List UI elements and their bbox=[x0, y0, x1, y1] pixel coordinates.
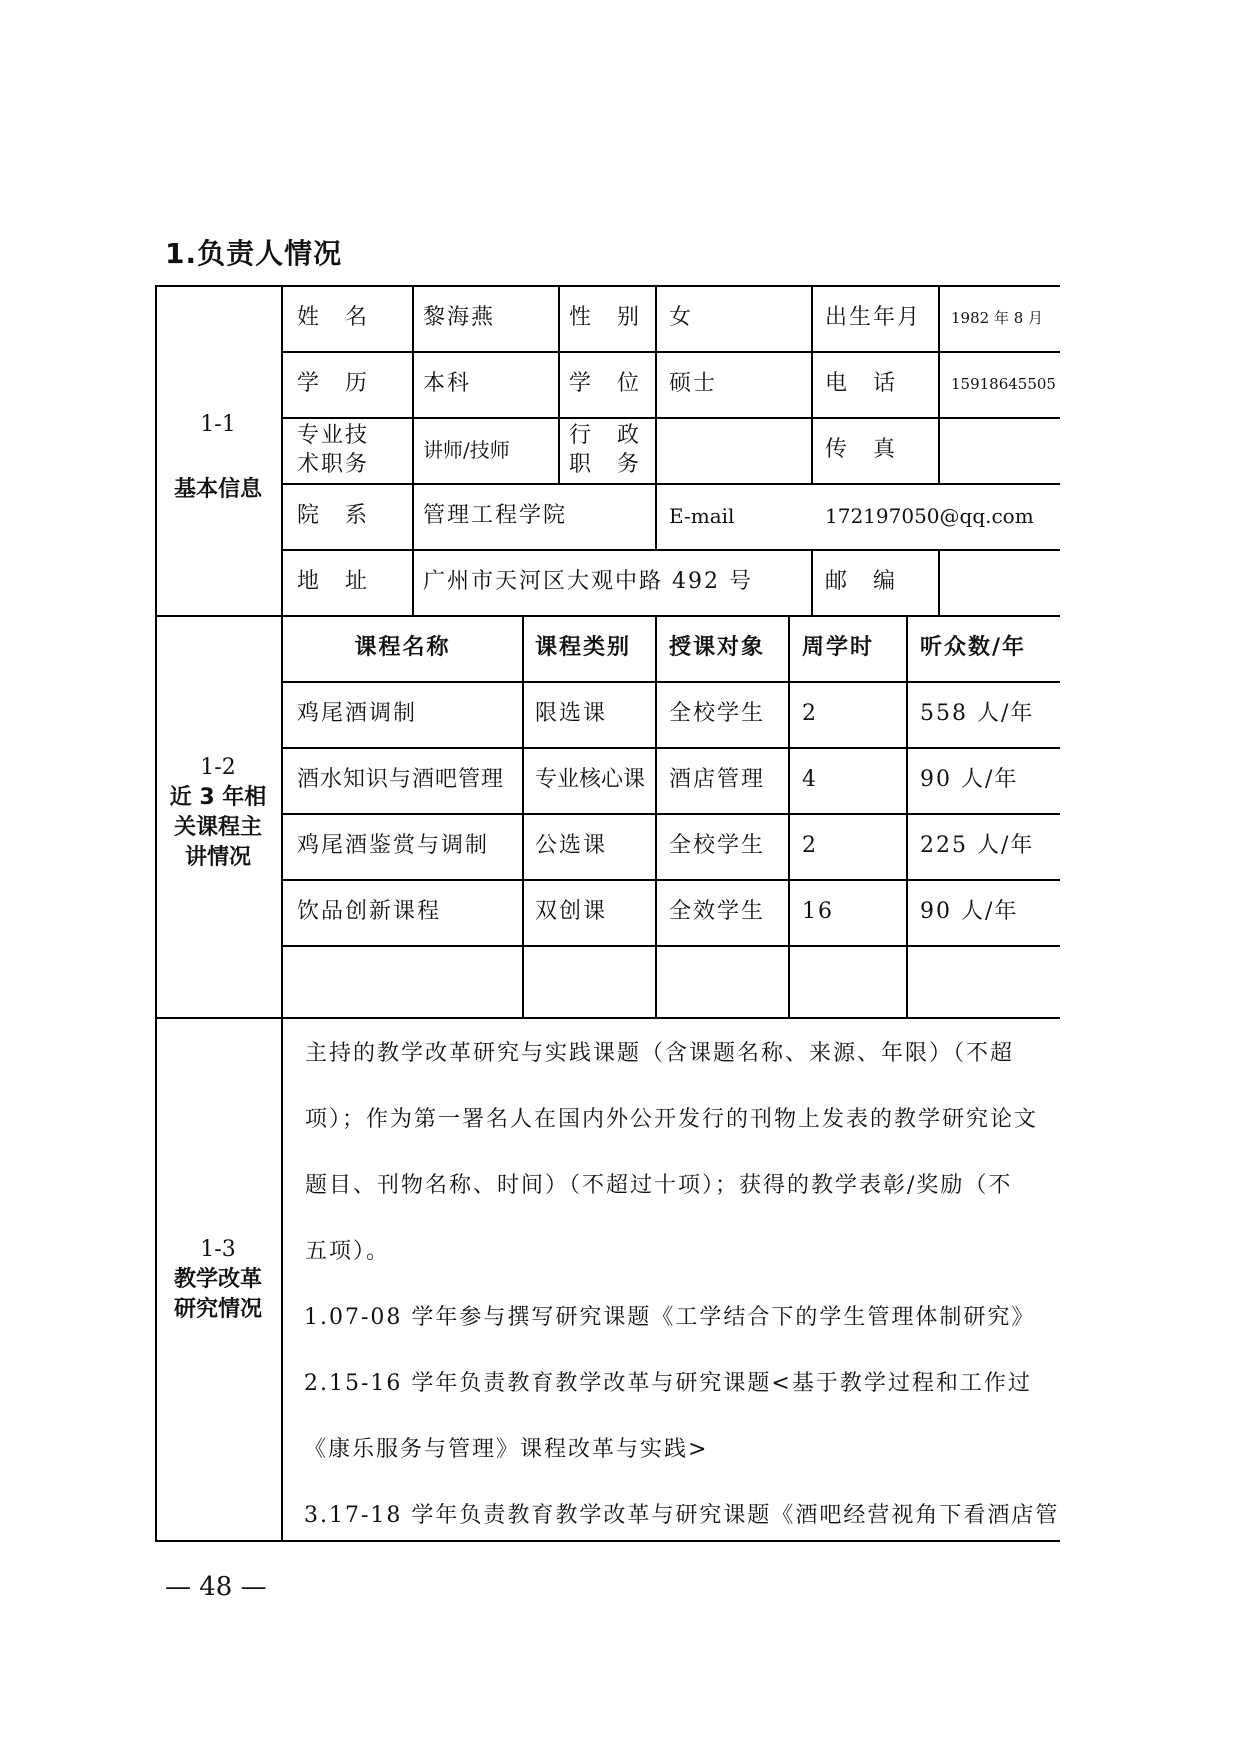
edu-label: 学 历 bbox=[297, 371, 370, 396]
col-divider bbox=[938, 285, 940, 483]
table-border-top bbox=[155, 285, 1060, 287]
zip-label: 邮 编 bbox=[825, 569, 898, 594]
gender-value: 女 bbox=[669, 305, 694, 330]
page-number: — 48 — bbox=[165, 1572, 267, 1602]
header-course-name: 课程名称 bbox=[354, 635, 451, 660]
col-divider bbox=[938, 549, 940, 615]
email-label: E-mail bbox=[669, 504, 735, 528]
section-name-line: 关课程主 bbox=[173, 815, 262, 840]
section-name-line: 教学改革 bbox=[173, 1267, 262, 1292]
table-row-4-hours: 16 bbox=[802, 899, 834, 924]
col-divider bbox=[788, 615, 790, 1017]
row-divider bbox=[283, 945, 1060, 947]
col-divider bbox=[655, 285, 657, 549]
col-divider bbox=[811, 285, 813, 483]
table-row-2-listeners: 90 人/年 bbox=[920, 767, 1019, 792]
row-divider bbox=[283, 549, 1060, 551]
name-value: 黎海燕 bbox=[423, 305, 496, 330]
table-row-1-listeners: 558 人/年 bbox=[920, 701, 1035, 726]
edu-value: 本科 bbox=[423, 371, 472, 396]
gender-label: 性 别 bbox=[569, 305, 642, 330]
table-row-3-audience: 全校学生 bbox=[669, 833, 766, 858]
table-row-1-hours: 2 bbox=[802, 701, 818, 726]
title-value: 讲师/技师 bbox=[423, 438, 510, 462]
table-row-3-listeners: 225 人/年 bbox=[920, 833, 1035, 858]
addr-value: 广州市天河区大观中路 492 号 bbox=[423, 569, 753, 594]
birth-label: 出生年月 bbox=[825, 305, 922, 330]
admin-label-line2: 职 务 bbox=[569, 452, 642, 477]
table-row-2-hours: 4 bbox=[802, 767, 818, 792]
section-title: 1.负责人情况 bbox=[165, 237, 343, 270]
section-label-courses bbox=[155, 753, 281, 873]
reform-line: 主持的教学改革研究与实践课题（含课题名称、来源、年限）（不超 bbox=[305, 1041, 1015, 1066]
col-divider bbox=[655, 615, 657, 1017]
table-row-4-type: 双创课 bbox=[535, 899, 608, 924]
row-divider bbox=[283, 879, 1060, 881]
birth-value: 1982 年 8 月 bbox=[951, 309, 1044, 327]
reform-line: 五项）。 bbox=[305, 1239, 391, 1264]
row-divider bbox=[283, 483, 1060, 485]
header-course-type: 课程类别 bbox=[535, 635, 632, 660]
header-listeners: 听众数/年 bbox=[920, 635, 1027, 660]
table-row-4-listeners: 90 人/年 bbox=[920, 899, 1019, 924]
reform-item-continued: 《康乐服务与管理》课程改革与实践> bbox=[304, 1437, 709, 1462]
section-name-line: 近 3 年相 bbox=[169, 785, 267, 810]
section-label-divider bbox=[281, 285, 283, 1542]
dept-value: 管理工程学院 bbox=[423, 503, 568, 528]
reform-item: 3.17-18 学年负责教育教学改革与研究课题《酒吧经营视角下看酒店管 bbox=[304, 1503, 1060, 1528]
section-divider bbox=[155, 615, 1060, 617]
admin-label-line1: 行 政 bbox=[569, 423, 642, 448]
table-row-2-course: 酒水知识与酒吧管理 bbox=[297, 767, 505, 792]
row-divider bbox=[283, 747, 1060, 749]
reform-line: 项）；作为第一署名人在国内外公开发行的刊物上发表的教学研究论文 bbox=[305, 1107, 1039, 1132]
table-row-2-audience: 酒店管理 bbox=[669, 767, 766, 792]
col-divider bbox=[412, 285, 414, 615]
section-name: 基本信息 bbox=[173, 477, 262, 502]
reform-line: 题目、刊物名称、时间）（不超过十项）；获得的教学表彰/奖励（不 bbox=[305, 1173, 1013, 1198]
leader-info-table bbox=[155, 285, 1060, 1542]
name-label: 姓 名 bbox=[297, 305, 370, 330]
header-weekly-hours: 周学时 bbox=[802, 635, 875, 660]
dept-label: 院 系 bbox=[297, 503, 370, 528]
table-row-3-hours: 2 bbox=[802, 833, 818, 858]
table-row-3-course: 鸡尾酒鉴赏与调制 bbox=[297, 833, 490, 858]
col-divider bbox=[558, 285, 560, 483]
section-code: 1-2 bbox=[200, 755, 236, 780]
table-row-4-audience: 全效学生 bbox=[669, 899, 766, 924]
section-divider bbox=[155, 1017, 1060, 1019]
section-code: 1-1 bbox=[200, 412, 236, 437]
reform-item: 2.15-16 学年负责教育教学改革与研究课题<基于教学过程和工作过 bbox=[304, 1371, 1032, 1396]
row-divider bbox=[283, 351, 1060, 353]
col-divider bbox=[522, 615, 524, 1017]
row-divider bbox=[283, 813, 1060, 815]
table-row-2-type: 专业核心课 bbox=[535, 767, 646, 792]
fax-label: 传 真 bbox=[825, 437, 898, 462]
degree-label: 学 位 bbox=[569, 371, 642, 396]
row-divider bbox=[283, 681, 1060, 683]
table-row-1-course: 鸡尾酒调制 bbox=[297, 701, 418, 726]
header-audience: 授课对象 bbox=[669, 635, 766, 660]
email-value: 172197050@qq.com bbox=[825, 504, 1034, 528]
phone-label: 电 话 bbox=[825, 371, 898, 396]
table-row-4-course: 饮品创新课程 bbox=[297, 899, 442, 924]
table-row-1-audience: 全校学生 bbox=[669, 701, 766, 726]
col-divider bbox=[811, 549, 813, 615]
section-code: 1-3 bbox=[200, 1237, 236, 1262]
table-row-3-type: 公选课 bbox=[535, 833, 608, 858]
degree-value: 硕士 bbox=[669, 371, 718, 396]
table-row-1-type: 限选课 bbox=[535, 701, 608, 726]
section-label-reform bbox=[155, 1235, 281, 1325]
col-divider bbox=[906, 615, 908, 1017]
reform-item: 1.07-08 学年参与撰写研究课题《工学结合下的学生管理体制研究》 bbox=[304, 1305, 1036, 1330]
addr-label: 地 址 bbox=[297, 569, 370, 594]
section-name-line: 讲情况 bbox=[184, 845, 251, 870]
phone-value: 15918645505 bbox=[951, 375, 1056, 393]
title-label-line2: 术职务 bbox=[297, 452, 370, 477]
title-label-line1: 专业技 bbox=[297, 423, 370, 448]
section-label-basic bbox=[155, 410, 281, 505]
table-border-bottom bbox=[155, 1540, 1060, 1542]
row-divider bbox=[283, 417, 1060, 419]
section-name-line: 研究情况 bbox=[173, 1297, 262, 1322]
